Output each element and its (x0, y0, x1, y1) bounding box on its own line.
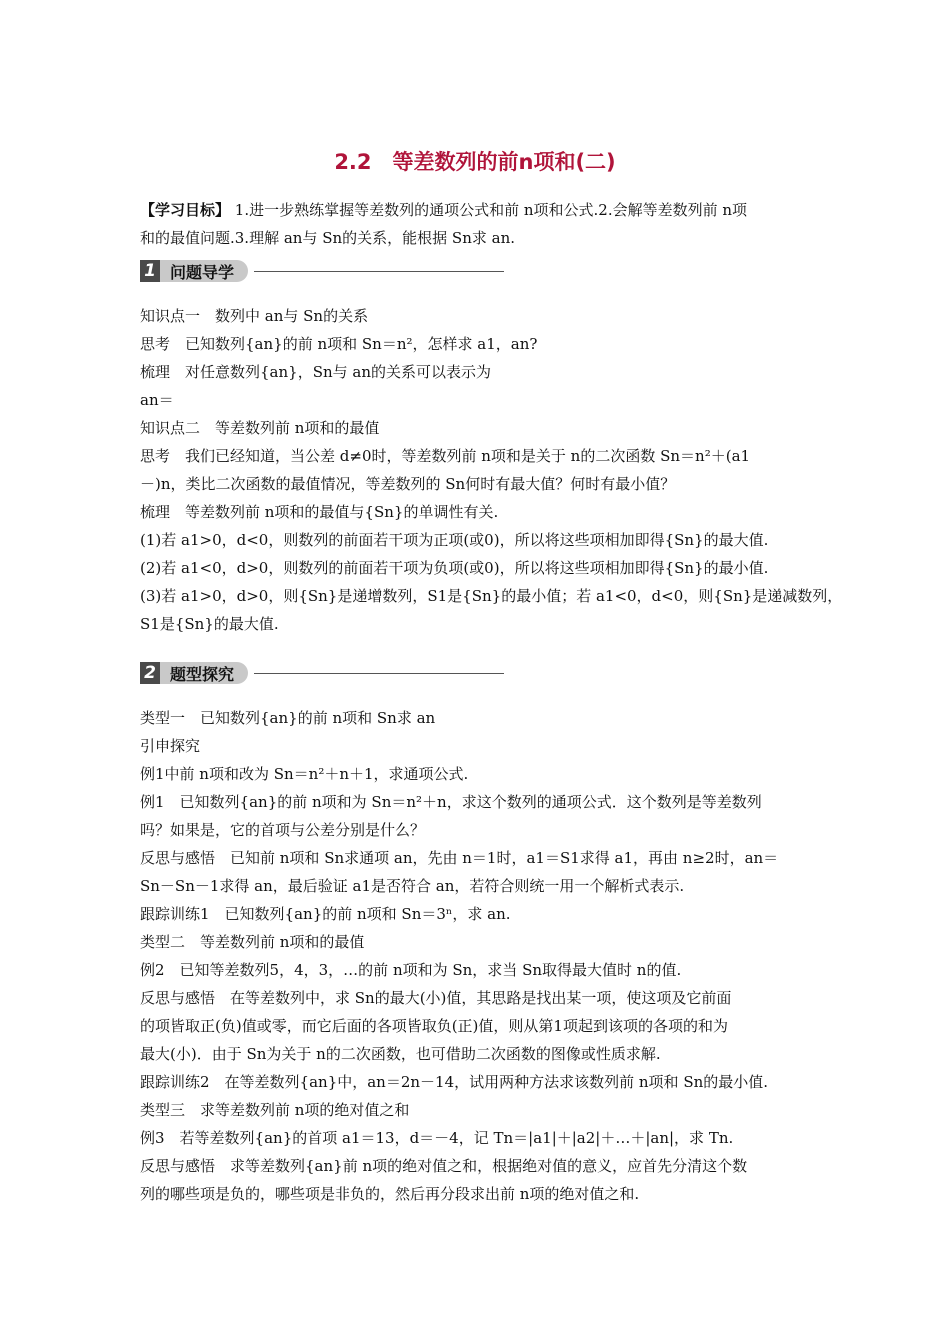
text-line: 知识点一 数列中 an与 Sn的关系 (140, 307, 369, 325)
learning-goals-label: 【学习目标】 (140, 201, 231, 219)
text-line: 知识点二 等差数列前 n项和的最值 (140, 419, 380, 437)
section-header-2 (140, 662, 504, 684)
text-line: 跟踪训练1 已知数列{an}的前 n项和 Sn＝3ⁿ，求 an. (140, 905, 511, 923)
text-line: 梳理 对任意数列{an}，Sn与 an的关系可以表示为 (140, 363, 492, 381)
text-line: an＝ (140, 391, 174, 409)
text-line: (1)若 a1>0，d<0，则数列的前面若干项为正项(或0)，所以将这些项相加即得{Sn}的最大值. (140, 531, 769, 549)
text-line: 思考 我们已经知道，当公差 d≠0时，等差数列前 n项和是关于 n的二次函数 Sn＝n²＋(a1 (140, 447, 751, 465)
text-line: 反思与感悟 已知前 n项和 Sn求通项 an，先由 n＝1时，a1＝S1求得 a1，再由 n≥2时，an＝ (140, 849, 779, 867)
section-number-1: 1 (140, 260, 160, 282)
text-line: S1是{Sn}的最大值. (140, 615, 279, 633)
text-line: Sn－Sn－1求得 an，最后验证 a1是否符合 an，若符合则统一用一个解析式表示. (140, 877, 685, 895)
text-line: 例2 已知等差数列5，4，3，…的前 n项和为 Sn，求当 Sn取得最大值时 n的值. (140, 961, 682, 979)
learning-goals-line-1 (140, 200, 747, 220)
text-line: 吗？如果是，它的首项与公差分别是什么？ (140, 821, 426, 839)
text-line: 跟踪训练2 在等差数列{an}中，an＝2n－14，试用两种方法求该数列前 n项和 Sn的最小值. (140, 1073, 769, 1091)
section-title-2: 题型探究 (160, 662, 248, 684)
text-line: 列的哪些项是负的，哪些项是非负的，然后再分段求出前 n项的绝对值之和. (140, 1185, 640, 1203)
section-title-1: 问题导学 (160, 260, 248, 282)
text-line: 梳理 等差数列前 n项和的最值与{Sn}的单调性有关. (140, 503, 499, 521)
text-line: (2)若 a1<0，d>0，则数列的前面若干项为负项(或0)，所以将这些项相加即得{Sn}的最小值. (140, 559, 769, 577)
text-line: 例1 已知数列{an}的前 n项和为 Sn＝n²＋n，求这个数列的通项公式．这个数列是等差数列 (140, 793, 762, 811)
text-line: 类型一 已知数列{an}的前 n项和 Sn求 an (140, 709, 436, 727)
text-line: 反思与感悟 求等差数列{an}前 n项的绝对值之和，根据绝对值的意义，应首先分清这个数 (140, 1157, 748, 1175)
section-number-2: 2 (140, 662, 160, 684)
text-line: 例1中前 n项和改为 Sn＝n²＋n＋1，求通项公式. (140, 765, 469, 783)
text-line: －)n，类比二次函数的最值情况，等差数列的 Sn何时有最大值？何时有最小值？ (140, 475, 676, 493)
learning-goals-line-2: 和的最值问题.3.理解 an与 Sn的关系，能根据 Sn求 an. (140, 229, 516, 247)
text-line: 最大(小)．由于 Sn为关于 n的二次函数，也可借助二次函数的图像或性质求解. (140, 1045, 661, 1063)
text-line: 思考 已知数列{an}的前 n项和 Sn＝n²，怎样求 a1，an? (140, 335, 538, 353)
section-rule-2 (254, 673, 504, 674)
text-line: 例3 若等差数列{an}的首项 a1＝13，d＝－4，记 Tn＝|a1|＋|a2|＋…＋|an|，求 Tn. (140, 1129, 734, 1147)
text-line: 的项皆取正(负)值或零，而它后面的各项皆取负(正)值，则从第1项起到该项的各项的和为 (140, 1017, 728, 1035)
text-line: 类型三 求等差数列前 n项的绝对值之和 (140, 1101, 410, 1119)
text-line: (3)若 a1>0，d>0，则{Sn}是递增数列，S1是{Sn}的最小值；若 a1<0，d<0，则{Sn}是递减数列， (140, 587, 843, 605)
section-header-1 (140, 260, 504, 282)
section-rule-1 (254, 271, 504, 272)
learning-goals-text-1: 1.进一步熟练掌握等差数列的通项公式和前 n项和公式.2.会解等差数列前 n项 (234, 201, 748, 219)
text-line: 类型二 等差数列前 n项和的最值 (140, 933, 365, 951)
text-line: 反思与感悟 在等差数列中，求 Sn的最大(小)值，其思路是找出某一项，使这项及它前面 (140, 989, 732, 1007)
page-title: 2.2 等差数列的前n项和(二) (334, 150, 616, 174)
text-line: 引申探究 (140, 737, 201, 755)
